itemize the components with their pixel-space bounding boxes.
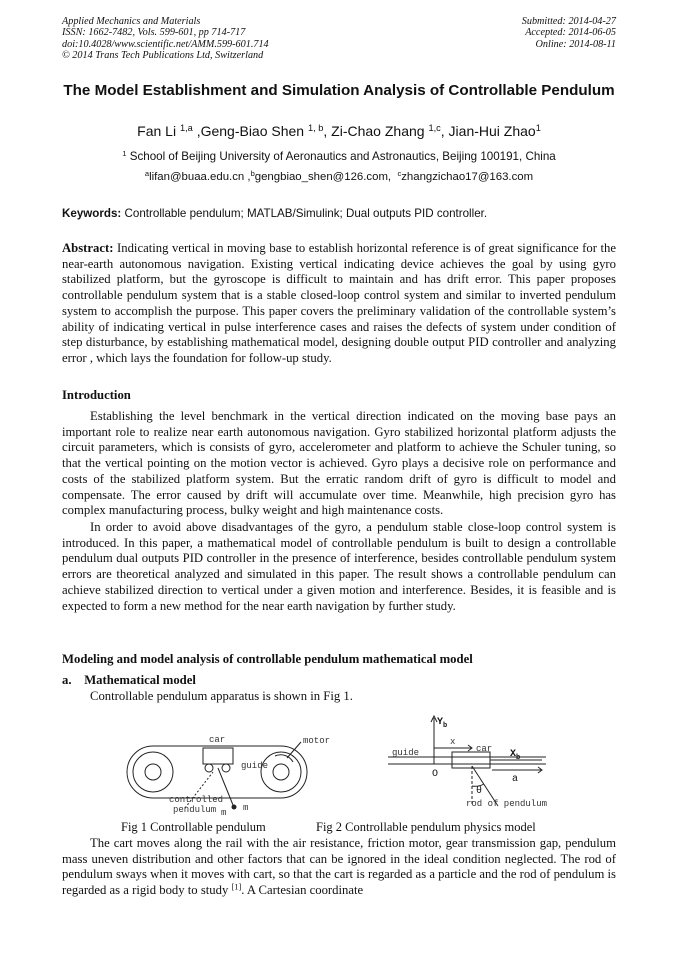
submitted-date: Submitted: 2014-04-27: [521, 16, 616, 27]
car-wheel: [222, 764, 230, 772]
mass-label: m: [243, 803, 249, 813]
controlled-label: controlled: [169, 795, 224, 805]
email-list: [62, 168, 616, 183]
subsection-marker: a.: [62, 673, 72, 687]
yb-label: [437, 717, 447, 730]
dates-header: [522, 16, 616, 50]
subsection-intro: Controllable pendulum apparatus is shown in Fig 1.: [90, 689, 353, 703]
online-date: Online: 2014-08-11: [535, 38, 616, 50]
car-body: [203, 748, 233, 764]
abstract-text: Indicating vertical in moving base to establish horizontal reference is of great significance for the near-earth autonomous navigation. Existing vertical indicating device achieves the goal by using gyro stabilized platform, but the gyroscope is difficult to maintain and has drift error. This paper proposes controllable pendulum system that is a stable closed-loop control system and similar to inverted pendulum system to accomplish the purpose. This paper covers the preliminary validation of the controllable system’s ability of indicating vertical in pulse interference cases and raises the defects of system under condition of step disturbance, by establishing mathematical model, designing double output PID controller and analyzing error , which lays the foundation for follow-up study.: [62, 241, 617, 365]
body-text: The cart moves along the rail with the air resistance, friction motor, gear transmission gap, pendulum mass uneven distribution and other factors that can be ignored in the ideal condition neglected. The rod of pendulum sways when it moves with cart, so that the cart is regarded as a particle and the rod of pendulum is regarded as a rigid body to study: [62, 836, 616, 898]
abstract-label: Abstract:: [62, 241, 114, 255]
right-pulley: [261, 752, 301, 792]
author-name: ,Geng-Biao Shen: [196, 123, 305, 139]
x-label: x: [450, 737, 456, 747]
left-pulley: [133, 752, 173, 792]
motor-arc: [275, 755, 293, 762]
conveyor-belt: [127, 746, 307, 798]
pendulum-label: pendulum: [173, 805, 217, 815]
affiliation-text: School of Beijing University of Aeronautics and Astronautics, Beijing 100191, China: [129, 150, 556, 163]
author-sup: 1,c: [428, 122, 441, 133]
journal-name: Applied Mechanics and Materials: [62, 16, 201, 27]
guide-label: guide: [392, 748, 420, 758]
doi-line: doi:10.4028/www.scientific.net/AMM.599-601.714: [62, 38, 269, 50]
email-sup: a: [144, 168, 150, 178]
motor-label: motor: [303, 736, 331, 746]
xb-label-sub: b: [516, 754, 521, 762]
xb-label-main: X: [510, 749, 517, 760]
affiliation-sup: 1: [122, 148, 127, 158]
mass-label: m: [221, 808, 227, 818]
acceleration-label: a: [512, 774, 519, 785]
section-heading: Modeling and model analysis of controllable pendulum mathematical model: [62, 652, 473, 666]
figure-1-caption: Fig 1 Controllable pendulum: [121, 820, 266, 834]
journal-header: [62, 16, 269, 62]
left-pulley-hub: [145, 764, 161, 780]
keywords-text: Controllable pendulum; MATLAB/Simulink; Dual outputs PID controller.: [124, 207, 488, 220]
yb-label-sub: b: [443, 722, 448, 730]
car-label: car: [209, 735, 226, 745]
car-wheel: [205, 764, 213, 772]
email-a: lifan@buaa.edu.cn ,: [149, 171, 251, 183]
body-text-end: . A Cartesian coordinate: [241, 883, 364, 898]
author-sup: 1,a: [179, 122, 193, 133]
figure-2-caption: Fig 2 Controllable pendulum physics model: [316, 820, 536, 834]
email-sup: b: [250, 168, 255, 178]
car-block: [452, 752, 490, 768]
author-name: , Jian-Hui Zhao: [440, 123, 536, 139]
subsection-heading: [62, 673, 196, 688]
introduction-paragraph-1: Establishing the level benchmark in the vertical direction indicated on the moving base pays an important role to realize near earth autonomous navigation. Gyro stabilized horizontal platform adjusts the circuit parameters, which is consists of gyro, accelerometer and platform to achieve the Schuler tuning, so that the vertical pointing on the motion vector is achieved. Gyro plays a decisive role on performance and costs of the stabilized platform system. But the erratic random drift of gyro is difficult to model and compensate. The error caused by drift will accumulate over time. Meanwhile, high precision gyro has complex manufacturing process, bulky weight and high maintenance costs.: [62, 409, 616, 518]
body-paragraph: [62, 836, 616, 899]
citation: [1]: [231, 882, 242, 892]
author-name: Fan Li: [137, 123, 177, 139]
rod-label: rod of pendulum: [466, 799, 548, 809]
author-sup: 1: [535, 122, 541, 133]
subsection-title: Mathematical model: [84, 673, 196, 687]
introduction-paragraph-2: In order to avoid above disadvantages of the gyro, a pendulum stable close-loop control system is introduced. In this paper, a mathematical model of controllable pendulum is built to design a controllable pendulum dual outputs PID controller in the presence of interference, besides controllable pendulum system errors are theoretical analyzed and simulated in this paper. The result shows a controllable pendulum can achieve stabilized direction to vertical under a given motion and interference. Besides, it is feasible and is expected to form a new method for the near earth navigation by further study.: [62, 520, 616, 613]
introduction-heading: Introduction: [62, 388, 131, 402]
paper-title: The Model Establishment and Simulation Analysis of Controllable Pendulum: [63, 82, 615, 99]
email-sup: c: [397, 168, 402, 178]
keywords: [62, 207, 487, 220]
pendulum-mass: [232, 805, 237, 810]
copyright-line: © 2014 Trans Tech Publications Ltd, Switzerland: [62, 50, 264, 62]
abstract: [62, 241, 616, 367]
origin-label: O: [432, 769, 439, 780]
email-b: gengbiao_shen@126.com,: [254, 171, 392, 183]
author-list: [62, 123, 616, 139]
motor-leader: [287, 742, 301, 758]
figure-1-diagram: [125, 728, 331, 820]
figure-2-diagram: [388, 708, 568, 816]
author-sup: 1, b: [307, 122, 324, 133]
keywords-label: Keywords:: [62, 207, 122, 220]
author-name: , Zi-Chao Zhang: [323, 123, 425, 139]
car-label: car: [476, 744, 493, 754]
issn-line: ISSN: 1662-7482, Vols. 599-601, pp 714-717: [62, 27, 246, 39]
right-pulley-hub: [273, 764, 289, 780]
yb-label-main: Y: [437, 717, 444, 728]
affiliation: [62, 150, 616, 163]
accepted-date: Accepted: 2014-06-05: [525, 27, 616, 39]
theta-label: θ: [476, 786, 483, 797]
email-c: zhangzichao17@163.com: [401, 171, 534, 183]
guide-label: guide: [241, 761, 269, 771]
